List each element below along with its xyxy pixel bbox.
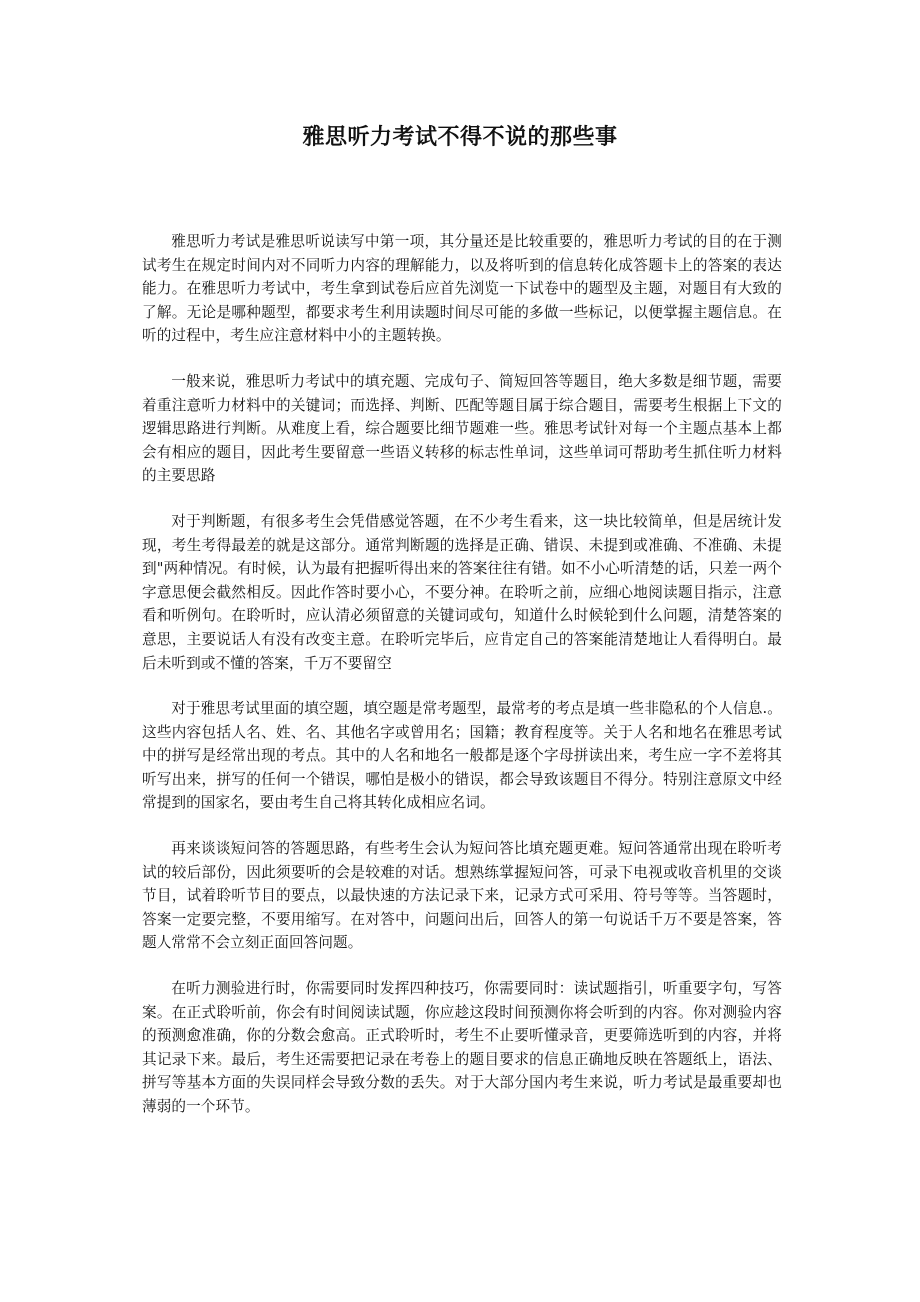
document-body <box>142 230 782 1141</box>
paragraph-3: 对于判断题，有很多考生会凭借感觉答题，在不少考生看来，这一块比较简单，但是居统计发现，考生考得最差的就是这部分。通常判断题的选择是正确、错误、未提到或准确、不准确、未提到"两种情况。有时候，认为最有把握听得出来的答案往往有错。如不小心听清楚的话，只差一两个字意思便会截然相反。因此作答时要小心，不要分神。在聆听之前，应细心地阅读题目指示，注意看和听例句。在聆听时，应认清必须留意的关键词或句，知道什么时候轮到什么问题，清楚答案的意思，主要说话人有没有改变主意。在聆听完毕后，应肯定自己的答案能清楚地让人看得明白。最后未听到或不懂的答案，千万不要留空 <box>142 512 782 672</box>
document-title: 雅思听力考试不得不说的那些事 <box>302 125 618 150</box>
paragraph-2: 一般来说，雅思听力考试中的填充题、完成句子、简短回答等题目，绝大多数是细节题，需要着重注意听力材料中的关键词；而选择、判断、匹配等题目属于综合题目，需要考生根据上下文的逻辑思路进行判断。从难度上看，综合题要比细节题难一些。雅思考试针对每一个主题点基本上都会有相应的题目，因此考生要留意一些语义转移的标志性单词，这些单词可帮助考生抓住听力材料的主要思路 <box>142 372 782 485</box>
paragraph-5: 再来谈谈短问答的答题思路，有些考生会认为短问答比填充题更难。短问答通常出现在聆听考试的较后部份，因此须要听的会是较难的对话。想熟练掌握短问答，可录下电视或收音机里的交谈节目，试着聆听节目的要点，以最快速的方法记录下来，记录方式可采用、符号等等。当答题时，答案一定要完整，不要用缩写。在对答中，问题问出后，回答人的第一句说话千万不要是答案，答题人常常不会立刻正面回答问题。 <box>142 840 782 952</box>
paragraph-4: 对于雅思考试里面的填空题，填空题是常考题型，最常考的考点是填一些非隐私的个人信息.。这些内容包括人名、姓、名、其他名字或曾用名；国籍；教育程度等。关于人名和地名在雅思考试中的拼写是经常出现的考点。其中的人名和地名一般都是逐个字母拼读出来，考生应一字不差将其听写出来，拼写的任何一个错误，哪怕是极小的错误，都会导致该题目不得分。特别注意原文中经常提到的国家名，要由考生自己将其转化成相应名词。 <box>142 700 782 812</box>
paragraph-6: 在听力测验进行时，你需要同时发挥四种技巧，你需要同时：读试题指引，听重要字句，写答案。在正式聆听前，你会有时间阅读试题，你应趁这段时间预测你将会听到的内容。你对测验内容的预测愈准确，你的分数会愈高。正式聆听时，考生不止要听懂录音，更要筛选听到的内容，并将其记录下来。最后，考生还需要把记录在考卷上的题目要求的信息正确地反映在答题纸上，语法、拼写等基本方面的失误同样会导致分数的丢失。对于大部分国内考生来说，听力考试是最重要却也薄弱的一个环节。 <box>142 980 782 1115</box>
paragraph-1: 雅思听力考试是雅思听说读写中第一项，其分量还是比较重要的，雅思听力考试的目的在于测试考生在规定时间内对不同听力内容的理解能力，以及将听到的信息转化成答题卡上的答案的表达能力。在雅思听力考试中，考生拿到试卷后应首先浏览一下试卷中的题型及主题，对题目有大致的了解。无论是哪种题型，都要求考生利用读题时间尽可能的多做一些标记，以便掌握主题信息。在听的过程中，考生应注意材料中小的主题转换。 <box>142 233 782 345</box>
